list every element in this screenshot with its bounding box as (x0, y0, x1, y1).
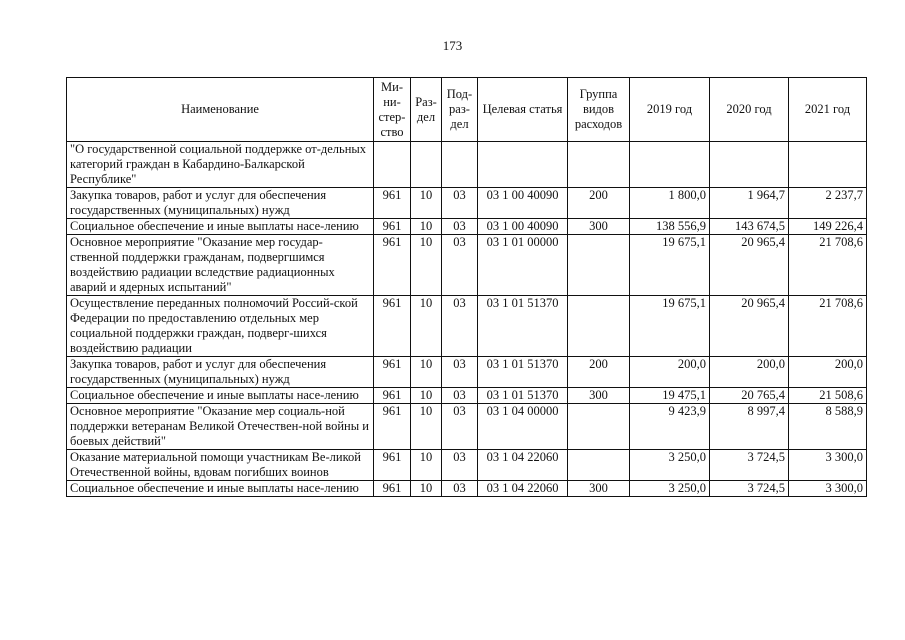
cell-section (411, 142, 442, 188)
cell-subsection: 03 (442, 188, 478, 219)
cell-y2021: 21 508,6 (789, 388, 867, 404)
table-row (67, 357, 867, 388)
cell-y2020: 3 724,5 (710, 481, 789, 497)
cell-section: 10 (411, 357, 442, 388)
cell-subsection: 03 (442, 404, 478, 450)
cell-group (568, 450, 630, 481)
table-row (67, 450, 867, 481)
cell-ministry (374, 142, 411, 188)
cell-target: 03 1 00 40090 (478, 188, 568, 219)
header-section: Раз-дел (411, 78, 442, 142)
cell-y2021: 21 708,6 (789, 235, 867, 296)
cell-y2021: 8 588,9 (789, 404, 867, 450)
cell-subsection: 03 (442, 388, 478, 404)
cell-name: Социальное обеспечение и иные выплаты насе-лению (67, 388, 374, 404)
cell-target: 03 1 04 22060 (478, 481, 568, 497)
cell-section: 10 (411, 404, 442, 450)
cell-y2021: 200,0 (789, 357, 867, 388)
cell-group: 200 (568, 188, 630, 219)
cell-y2020: 20 965,4 (710, 235, 789, 296)
table-row (67, 188, 867, 219)
table-row (67, 481, 867, 497)
table-row (67, 235, 867, 296)
cell-section: 10 (411, 296, 442, 357)
cell-y2021: 3 300,0 (789, 450, 867, 481)
cell-name: Закупка товаров, работ и услуг для обеспечения государственных (муниципальных) нужд (67, 188, 374, 219)
cell-ministry: 961 (374, 388, 411, 404)
header-row (67, 78, 867, 142)
cell-subsection (442, 142, 478, 188)
cell-y2020: 8 997,4 (710, 404, 789, 450)
cell-y2019: 19 675,1 (630, 296, 710, 357)
cell-y2019: 138 556,9 (630, 219, 710, 235)
cell-subsection: 03 (442, 235, 478, 296)
header-name: Наименование (67, 78, 374, 142)
cell-subsection: 03 (442, 219, 478, 235)
cell-ministry: 961 (374, 296, 411, 357)
cell-y2019: 9 423,9 (630, 404, 710, 450)
cell-ministry: 961 (374, 450, 411, 481)
cell-group: 200 (568, 357, 630, 388)
header-ministry: Ми-ни-стер-ство (374, 78, 411, 142)
cell-target (478, 142, 568, 188)
cell-y2021 (789, 142, 867, 188)
cell-y2021: 21 708,6 (789, 296, 867, 357)
cell-section: 10 (411, 481, 442, 497)
cell-y2020: 20 965,4 (710, 296, 789, 357)
cell-name: Оказание материальной помощи участникам Ве-ликой Отечественной войны, вдовам погибших воинов (67, 450, 374, 481)
cell-y2020: 143 674,5 (710, 219, 789, 235)
cell-target: 03 1 04 00000 (478, 404, 568, 450)
cell-section: 10 (411, 235, 442, 296)
cell-group: 300 (568, 388, 630, 404)
cell-subsection: 03 (442, 481, 478, 497)
cell-y2019 (630, 142, 710, 188)
cell-y2019: 200,0 (630, 357, 710, 388)
cell-subsection: 03 (442, 357, 478, 388)
cell-y2021: 3 300,0 (789, 481, 867, 497)
cell-y2019: 19 475,1 (630, 388, 710, 404)
cell-y2020: 3 724,5 (710, 450, 789, 481)
cell-ministry: 961 (374, 219, 411, 235)
header-2021: 2021 год (789, 78, 867, 142)
cell-name: Основное мероприятие "Оказание мер социаль-ной поддержки ветеранам Великой Отечествен-ной войны и боевых действий" (67, 404, 374, 450)
cell-y2020: 200,0 (710, 357, 789, 388)
cell-section: 10 (411, 219, 442, 235)
header-group: Группа видов расходов (568, 78, 630, 142)
cell-group (568, 142, 630, 188)
cell-subsection: 03 (442, 450, 478, 481)
cell-y2021: 2 237,7 (789, 188, 867, 219)
budget-table (66, 77, 867, 497)
cell-y2020: 1 964,7 (710, 188, 789, 219)
cell-ministry: 961 (374, 357, 411, 388)
cell-y2019: 19 675,1 (630, 235, 710, 296)
cell-group (568, 296, 630, 357)
cell-group (568, 404, 630, 450)
cell-group (568, 235, 630, 296)
cell-name: Осуществление переданных полномочий Россий-ской Федерации по предоставлению отдельных мер социальной поддержки граждан, подверг-шихся воздействию радиации (67, 296, 374, 357)
table-row (67, 142, 867, 188)
cell-name: "О государственной социальной поддержке от-дельных категорий граждан в Кабардино-Балкарской Республике" (67, 142, 374, 188)
cell-name: Социальное обеспечение и иные выплаты насе-лению (67, 219, 374, 235)
page-number: 173 (442, 38, 463, 53)
cell-ministry: 961 (374, 188, 411, 219)
cell-name: Закупка товаров, работ и услуг для обеспечения государственных (муниципальных) нужд (67, 357, 374, 388)
cell-y2020: 20 765,4 (710, 388, 789, 404)
cell-ministry: 961 (374, 481, 411, 497)
cell-y2019: 3 250,0 (630, 450, 710, 481)
cell-ministry: 961 (374, 235, 411, 296)
header-target: Целевая статья (478, 78, 568, 142)
cell-y2021: 149 226,4 (789, 219, 867, 235)
cell-section: 10 (411, 388, 442, 404)
cell-target: 03 1 00 40090 (478, 219, 568, 235)
table-row (67, 404, 867, 450)
cell-name: Основное мероприятие "Оказание мер государ-ственной поддержки гражданам, подвергшимся воздействию радиации вследствие радиационных аварий и ядерных испытаний" (67, 235, 374, 296)
cell-target: 03 1 01 51370 (478, 388, 568, 404)
cell-y2019: 3 250,0 (630, 481, 710, 497)
table-row (67, 296, 867, 357)
cell-target: 03 1 01 51370 (478, 296, 568, 357)
cell-target: 03 1 04 22060 (478, 450, 568, 481)
cell-group: 300 (568, 219, 630, 235)
cell-subsection: 03 (442, 296, 478, 357)
table-row (67, 219, 867, 235)
cell-name: Социальное обеспечение и иные выплаты насе-лению (67, 481, 374, 497)
header-subsection: Под-раз-дел (442, 78, 478, 142)
header-2020: 2020 год (710, 78, 789, 142)
cell-y2019: 1 800,0 (630, 188, 710, 219)
table-row (67, 388, 867, 404)
cell-ministry: 961 (374, 404, 411, 450)
cell-section: 10 (411, 450, 442, 481)
cell-y2020 (710, 142, 789, 188)
cell-target: 03 1 01 00000 (478, 235, 568, 296)
cell-section: 10 (411, 188, 442, 219)
cell-target: 03 1 01 51370 (478, 357, 568, 388)
cell-group: 300 (568, 481, 630, 497)
header-2019: 2019 год (630, 78, 710, 142)
